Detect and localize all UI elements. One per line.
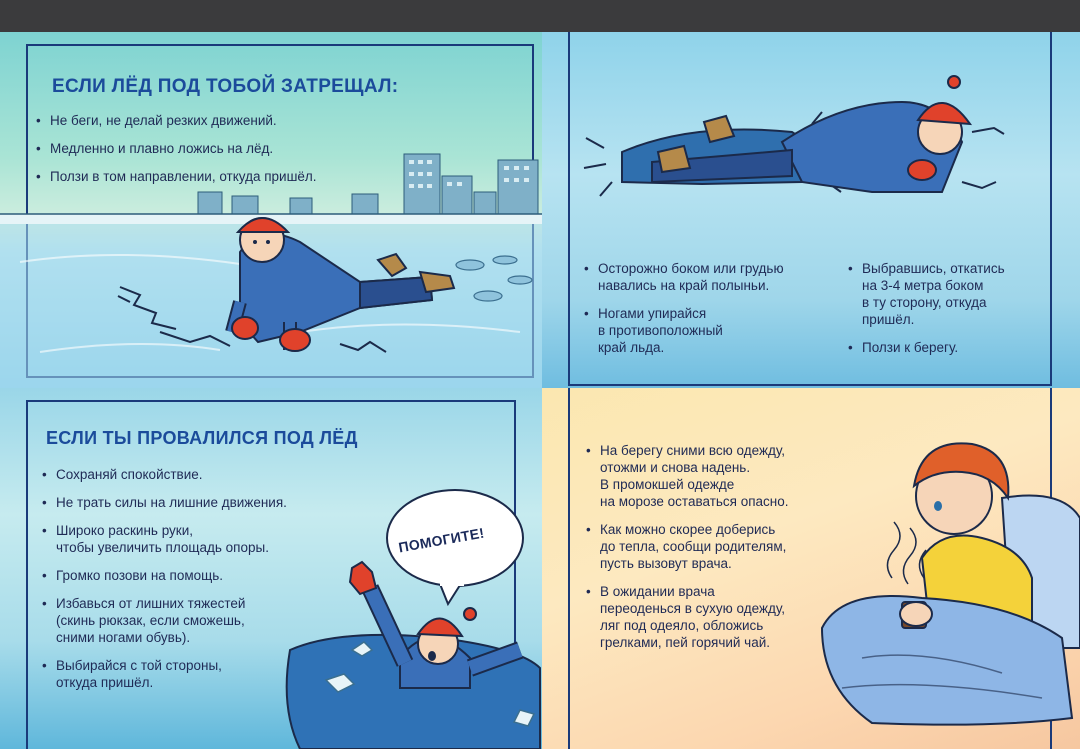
list-item: • Широко раскинь руки, чтобы увеличить площадь опоры. (42, 522, 352, 556)
panel-ice-cracked (0, 32, 542, 388)
bullet-list-right (848, 260, 1048, 367)
panel-fell-through (0, 388, 542, 749)
boy-with-tea-illustration (542, 388, 1080, 749)
list-item: • Не трать силы на лишние движения. (42, 494, 352, 511)
list-item: • Выбирайся с той стороны, откуда пришёл. (42, 657, 352, 691)
safety-poster (0, 32, 1080, 749)
list-item: • В ожидании врача переоденься в сухую одежду, ляг под одеяло, обложись грелками, пей горячий чай. (586, 583, 856, 651)
boy-in-ice-hole-illustration (0, 388, 542, 749)
list-item: • Осторожно боком или грудью навались на край полыньи. (584, 260, 844, 294)
list-item: • Ползи к берегу. (848, 339, 1048, 356)
speech-bubble-text: ПОМОГИТЕ! (397, 524, 486, 556)
list-item: • Сохраняй спокойствие. (42, 466, 352, 483)
bullet-list-left (584, 260, 844, 367)
list-item: • Выбравшись, откатись на 3-4 метра боком в ту сторону, откуда пришёл. (848, 260, 1048, 328)
list-item: • Как можно скорее доберись до тепла, сообщи родителям, пусть вызовут врача. (586, 521, 856, 572)
panel-crawl-out (542, 32, 1080, 388)
list-item: • Не беги, не делай резких движений. (36, 112, 317, 129)
list-item: • Ползи в том направлении, откуда пришёл. (36, 168, 317, 185)
list-item: • Избавься от лишних тяжестей (скинь рюкзак, если сможешь, сними ногами обувь). (42, 595, 352, 646)
list-item: • На берегу сними всю одежду, отожми и снова надень. В промокшей одежде на морозе оставаться опасно. (586, 442, 856, 510)
list-item: • Ногами упирайся в противоположный край льда. (584, 305, 844, 356)
panel-after-rescue (542, 388, 1080, 749)
panel-title: ЕСЛИ ТЫ ПРОВАЛИЛСЯ ПОД ЛЁД (46, 428, 358, 448)
window-top-bar (0, 0, 1080, 32)
crawling-boy-illustration (0, 32, 542, 388)
list-item: • Громко позови на помощь. (42, 567, 352, 584)
list-item: • Медленно и плавно ложись на лёд. (36, 140, 317, 157)
panel-title: ЕСЛИ ЛЁД ПОД ТОБОЙ ЗАТРЕЩАЛ: (52, 76, 399, 97)
